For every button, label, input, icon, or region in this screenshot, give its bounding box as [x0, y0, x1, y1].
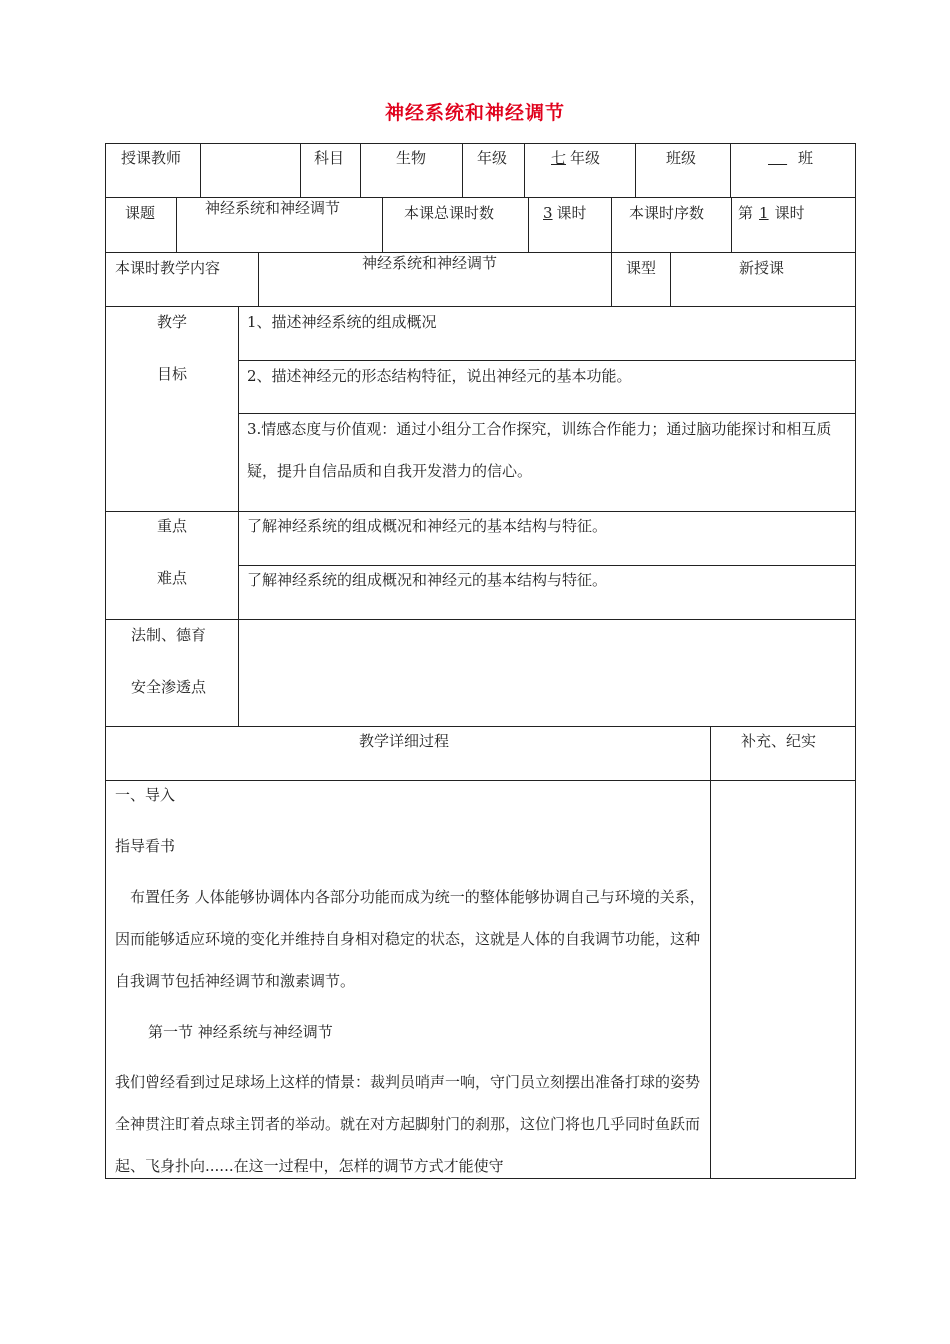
grade-suffix: 年级 — [570, 149, 601, 167]
class-blank — [768, 148, 798, 168]
grade-value: 七 — [551, 149, 567, 167]
topic-value: 神经系统和神经调节 — [205, 199, 341, 217]
difficulty-label: 难点 — [157, 569, 188, 587]
sequence-label: 本课时序数 — [629, 204, 705, 222]
notes-header: 补充、纪实 — [741, 732, 817, 750]
total-hours-value: 3 — [543, 204, 553, 222]
difficulty-value: 了解神经系统的组成概况和神经元的基本结构与特征。 — [247, 571, 608, 589]
sequence-suffix: 课时 — [774, 204, 805, 222]
col-divider — [730, 143, 731, 197]
scenario-paragraph: 我们曾经看到过足球场上这样的情景：裁判员哨声一响，守门员立刻摆出准备打球的姿势全神贯注盯着点球主罚者的举动。就在对方起脚射门的刹那，这位门将也几乎同时鱼跃而起、飞身扑向......在这一过程中，怎样的调节方式才能使守 — [115, 1073, 701, 1175]
row-divider — [105, 780, 856, 781]
teacher-label: 授课教师 — [121, 149, 182, 167]
col-divider — [382, 197, 383, 252]
lesson-type-value: 新授课 — [739, 259, 785, 277]
grade-value-group — [547, 148, 600, 168]
col-divider — [258, 252, 259, 306]
guide-text: 指导看书 — [115, 837, 176, 855]
class-suffix: 班 — [798, 149, 814, 167]
section-intro: 一、导入 — [115, 786, 176, 804]
row-divider — [105, 619, 856, 620]
task-paragraph: 布置任务 人体能够协调体内各部分功能而成为统一的整体能够协调自己与环境的关系，因而能够适应环境的变化并维持自身相对稳定的状态，这就是人体的自我调节功能，这种自我调节包括神经调节和激素调节。 — [115, 888, 705, 990]
col-divider — [300, 143, 301, 197]
col-divider — [524, 143, 525, 197]
class-label: 班级 — [666, 149, 697, 167]
col-divider — [360, 143, 361, 197]
col-divider — [462, 143, 463, 197]
objectives-label-1: 教学 — [157, 313, 188, 331]
col-divider — [200, 143, 201, 197]
objectives-label-2: 目标 — [157, 365, 188, 383]
document-title: 神经系统和神经调节 — [384, 102, 565, 124]
moral-label-1: 法制、德育 — [131, 626, 207, 644]
section-title: 第一节 神经系统与神经调节 — [148, 1023, 333, 1041]
col-divider — [176, 197, 177, 252]
row-divider — [238, 360, 856, 361]
process-header: 教学详细过程 — [359, 732, 450, 750]
col-divider — [238, 306, 239, 726]
content-label: 本课时教学内容 — [115, 259, 221, 277]
col-divider — [528, 197, 529, 252]
row-divider — [105, 511, 856, 512]
content-value: 神经系统和神经调节 — [362, 254, 498, 272]
total-hours-suffix: 课时 — [556, 204, 587, 222]
objective-item: 3.情感态度与价值观：通过小组分工合作探究，训练合作能力；通过脑功能探讨和相互质疑，提升自信品质和自我开发潜力的信心。 — [247, 420, 832, 480]
col-divider — [611, 197, 612, 252]
lesson-type-label: 课型 — [626, 259, 657, 277]
row-divider — [238, 565, 856, 566]
sequence-prefix: 第 — [738, 204, 754, 222]
subject-value: 生物 — [396, 149, 427, 167]
row-divider — [105, 726, 856, 727]
col-divider — [670, 252, 671, 306]
objective-item: 2、描述神经元的形态结构特征，说出神经元的基本功能。 — [247, 367, 632, 385]
total-hours-label: 本课总课时数 — [404, 204, 495, 222]
key-point-value: 了解神经系统的组成概况和神经元的基本结构与特征。 — [247, 517, 608, 535]
col-divider — [635, 143, 636, 197]
topic-label: 课题 — [125, 204, 156, 222]
subject-label: 科目 — [314, 149, 345, 167]
sequence-group — [738, 203, 805, 223]
col-divider — [611, 252, 612, 306]
class-value-group — [768, 148, 813, 168]
total-hours-group — [543, 203, 587, 223]
objective-item: 1、描述神经系统的组成概况 — [247, 313, 437, 331]
moral-label-2: 安全渗透点 — [131, 678, 207, 696]
row-divider — [105, 306, 856, 307]
key-point-label: 重点 — [157, 517, 188, 535]
sequence-value: 1 — [759, 204, 769, 222]
grade-label: 年级 — [477, 149, 508, 167]
col-divider — [710, 726, 711, 1179]
col-divider — [731, 197, 732, 252]
